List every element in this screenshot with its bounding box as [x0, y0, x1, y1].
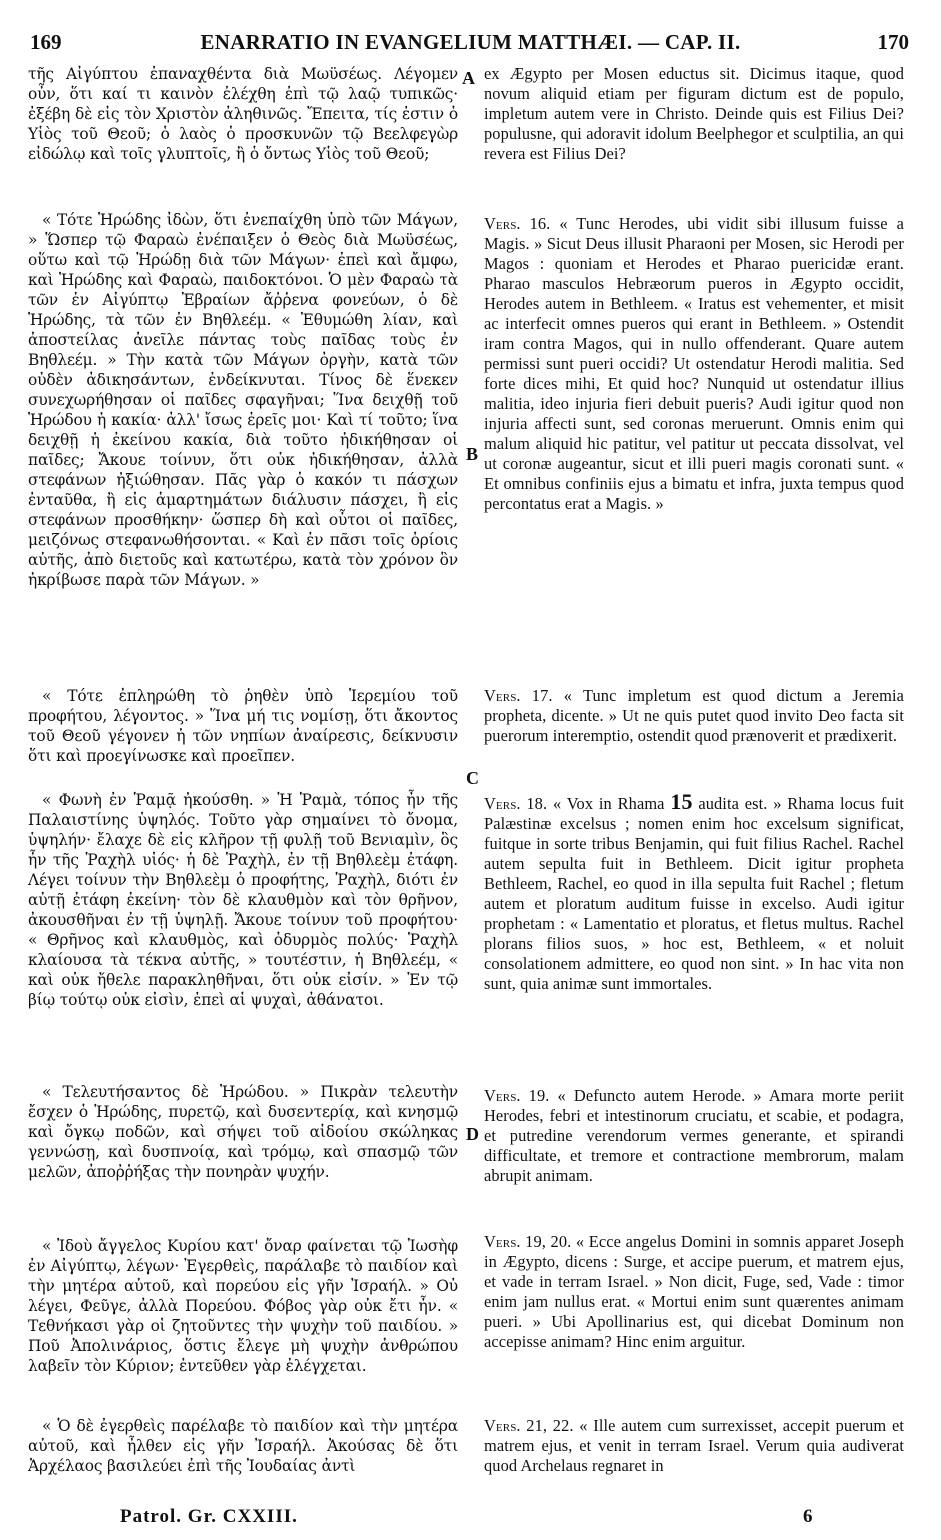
footer-signature: 6: [803, 1506, 813, 1527]
greek-paragraph: « Τελευτήσαντος δὲ Ἡρώδου. » Πικρὰν τελευτὴν ἔσχεν ὁ Ἡρώδης, πυρετῷ, καὶ δυσεντερίᾳ, καὶ κνησμῷ καὶ ὄγκῳ ποδῶν, καὶ σήψει τοῦ αἰδοίου σκώληκας γεννώσῃ, καὶ δυσπνοίᾳ, καὶ τρόμῳ, καὶ σπασμῷ τῶν μελῶν, ἀποῤῥήξας τὴν πονηρὰν ψυχήν.: [28, 1083, 458, 1181]
greek-paragraph: « Τότε ἐπληρώθη τὸ ῥηθὲν ὑπὸ Ἱερεμίου τοῦ προφήτου, λέγοντος. » Ἵνα μή τις νομίσῃ, ὅτι ἄκοντος τοῦ Θεοῦ γέγονεν ἡ τῶν νηπίων ἀναίρεσις, δείκνυσιν ὅτι καὶ προεγίνωσκε καὶ προεῖπεν.: [28, 687, 458, 765]
margin-marker-c: C: [466, 768, 479, 788]
latin-paragraph: [484, 1232, 904, 1352]
footer-source: Patrol. Gr. CXXIII.: [120, 1506, 298, 1527]
greek-paragraph: « Ἰδοὺ ἄγγελος Κυρίου κατ' ὄναρ φαίνεται τῷ Ἰωσὴφ ἐν Αἰγύπτῳ, λέγων· Ἐγερθεὶς, παράλαβε τὸ παιδίον καὶ τὴν μητέρα αὐτοῦ, καὶ πορεύου εἰς γῆν Ἰσραήλ. » Οὐ λέγει, Φεῦγε, ἀλλὰ Πορεύου. Φόβος γὰρ οὐκ ἔτι ἦν. « Τεθνήκασι γὰρ οἱ ζητοῦντες τὴν ψυχὴν τοῦ παιδίου. » Ποῦ Ἀπολινάριος, ὅστις ἔλεγε μὴ ψυχὴν ἀνθρώπου λαβεῖν τὸν Κύριον; ἐντεῦθεν γὰρ ἐλέγχεται.: [28, 1237, 458, 1375]
greek-paragraph: « Φωνὴ ἐν Ῥαμᾷ ἠκούσθη. » Ἡ Ῥαμὰ, τόπος ἦν τῆς Παλαιστίνης ὑψηλός. Τοῦτο γὰρ σημαίνει τὸ ὄνομα, ὑψηλήν· ἔλαχε δὲ εἰς κλῆρον τῇ φυλῇ τοῦ Βενιαμὶν, ὃς ἦν τῆς Ῥαχὴλ υἱός· ἡ δὲ Ῥαχὴλ, ἐν τῇ Βηθλεὲμ ἐτάφη. Λέγει τοίνυν τὴν Βηθλεὲμ ὁ προφήτης, Ῥαχὴλ, διότι ἐν αὐτῇ ἐτάφη ἐκείνη· τὸν δὲ κλαυθμὸν καὶ τὸν θρῆνον, ἀκουσθῆναι ἐν τῇ ὑψηλῇ. Ἄκουε τοίνυν τοῦ προφήτου· « Θρῆνος καὶ κλαυθμὸς, καὶ ὀδυρμὸς πολύς· Ῥαχὴλ κλαίουσα τὰ τέκνα αὐτῆς, » τουτέστιν, ἡ Βηθλεέμ, « καὶ οὐκ ἤθελε παρακληθῆναι, ὅτι οὐκ εἰσίν. » Ἐν τῷ βίῳ τούτῳ οὐκ εἰσὶν, ἐπεὶ αἱ ψυχαὶ, ἀθάνατοι.: [28, 791, 458, 1009]
latin-paragraph: [484, 686, 904, 746]
page-number-right: 170: [877, 30, 909, 54]
latin-paragraph: [484, 1416, 904, 1476]
latin-text: audita est. » Rhama locus fuit Palæstinæ excelsus ; nomen enim hoc excelsum significat, fuitque in sorte tribus Benjamin, qui fuit filius Rachel. Rachel autem sepulta fuit in Bethleem. Dicit igitur propheta Bethleem, Rachel, eo quod in illa sepulta fuit Rachel ; fletum autem et ploratum auditum fuisse in excelso. Audi igitur prophetam : « Lamentatio et ploratus, et fletus multus. Rachel plorans filios suos, » hoc est, Bethleem, « et noluit consolationem admittere, eo quod non sint. » In hac vita non sunt, quia animæ sunt immortales.: [484, 794, 905, 993]
verse-label: Vers. 17.: [484, 686, 553, 705]
verse-label: Vers. 19, 20.: [484, 1232, 572, 1251]
margin-marker-a: A: [462, 68, 475, 88]
latin-text: « Ecce angelus Domini in somnis apparet Joseph in Ægypto, dicens : Surge, et accipe puerum, et matrem ejus, et vade in terram Israel. » Non dicit, Fuge, sed, Vade : timor enim jam nullus erat. « Mortui enim sunt quærentes animam pueri. » Ubi Apollinarius est, qui dicebat Dominum non accepisse animam? Hinc enim arguitur.: [484, 1232, 905, 1351]
greek-paragraph: « Τότε Ἡρώδης ἰδὼν, ὅτι ἐνεπαίχθη ὑπὸ τῶν Μάγων, » Ὥσπερ τῷ Φαραὼ ἐνέπαιξεν ὁ Θεὸς διὰ Μωϋσέως, οὕτω καὶ τῷ Ἡρώδῃ διὰ τῶν Μάγων· ἐπεὶ καὶ ἄμφω, καὶ Ἡρώδης καὶ Φαραὼ, παιδοκτόνοι. Ὁ μὲν Φαραὼ τὰ τῶν ἐν Αἰγύπτῳ Ἑβραίων ἄῤῥενα φονεύων, ὁ δὲ Ἡρώδης, τὰ τῶν ἐν Βηθλεέμ. « Ἐθυμώθη λίαν, καὶ ἀποστείλας ἀνεῖλε πάντας τοὺς παῖδας τοὺς ἐν Βηθλεέμ. » Τὴν κατὰ τῶν Μάγων ὀργὴν, κατὰ τῶν οὐδὲν ἀδικησάντων, ἐνδείκνυται. Τίνος δὲ ἕνεκεν συνεχωρήθησαν οἱ παῖδες σφαγῆναι; Ἵνα δειχθῇ τοῦ Ἡρώδου ἡ κακία· ἀλλ' ἴσως ἐρεῖς μοι· Καὶ τί τοῦτο; ἵνα δειχθῇ ἡ ἐκείνου κακία, διὰ τοῦτο ἠδικήθησαν οἱ παῖδες; Ἄκουε τοίνυν, ὅτι οὐκ ἠδικήθησαν, ἀλλὰ στεφάνων ἠξιώθησαν. Πᾶς γὰρ ὁ κακόν τι πάσχων ἐνταῦθα, ἢ εἰς ἁμαρτημάτων διάλυσιν πάσχει, ἢ εἰς στεφάνων προσθήκην· ὥσπερ δὴ καὶ οὗτοι οἱ παῖδες, μειζόνως στεφανωθήσονται. « Καὶ ἐν πᾶσι τοῖς ὁρίοις αὐτῆς, ἀπὸ διετοῦς καὶ κατωτέρω, κατὰ τὸν χρόνον ὃν ἠκρίβωσε παρὰ τῶν Μάγων. »: [28, 211, 458, 589]
latin-text: « Tunc impletum est quod dictum a Jeremia propheta, dicente. » Ut ne quis putet quod invito Deo facta sit puerorum interemptio, ostendit quod prænoverit et prædixerit.: [484, 686, 904, 745]
greek-paragraph: τῆς Αἰγύπτου ἐπαναχθέντα διὰ Μωϋσέως. Λέγομεν οὖν, ὅτι καί τι καινὸν ἐλέχθη ἐπὶ τῷ λαῷ τυπικῶς· ἐξέβη δὲ εἰς τὸν Χριστὸν ἀληθινῶς. Ἔπειτα, τίς ἐστιν ὁ Υἱὸς τοῦ Θεοῦ; ὁ λαὸς ὁ προσκυνῶν τῷ Βεελφεγὼρ εἰδώλῳ καὶ τοῖς γλυπτοῖς, ἢ ὁ ὄντως Υἱὸς τοῦ Θεοῦ;: [28, 65, 458, 163]
verse-label: Vers. 18.: [484, 794, 548, 813]
column-number: 15: [670, 789, 693, 814]
latin-paragraph: [484, 1086, 904, 1186]
latin-text: « Ille autem cum surrexisset, accepit puerum et matrem ejus, et venit in terram Israel. Verum quia audiverat quod Archelaus regnaret in: [484, 1416, 904, 1475]
verse-label: Vers. 21, 22.: [484, 1416, 574, 1435]
latin-paragraph: [484, 64, 904, 164]
margin-marker-d: D: [466, 1124, 479, 1144]
verse-label: Vers. 19.: [484, 1086, 550, 1105]
page-number-left: 169: [30, 30, 62, 54]
latin-text: « Vox in Rhama: [552, 794, 665, 813]
latin-paragraph: [484, 214, 904, 514]
page-title: ENARRATIO IN EVANGELIUM MATTHÆI. — CAP. II.: [200, 30, 741, 54]
greek-paragraph: « Ὁ δὲ ἐγερθεὶς παρέλαβε τὸ παιδίον καὶ τὴν μητέρα αὐτοῦ, καὶ ἦλθεν εἰς γῆν Ἰσραήλ. Ἀκούσας δὲ ὅτι Ἀρχέλαος βασιλεύει ἐπὶ τῆς Ἰουδαίας ἀντὶ: [28, 1417, 458, 1475]
latin-paragraph: [484, 789, 905, 994]
latin-text: « Defuncto autem Herode. » Amara morte periit Herodes, febri et intestinorum cruciatu, et scabie, et podagra, et putredine verendorum vermes generante, et spirandi difficultate, et tremore et contractione membrorum, malam abrupit animam.: [484, 1086, 904, 1185]
latin-text: « Tunc Herodes, ubi vidit sibi illusum fuisse a Magis. » Sicut Deus illusit Pharaoni per Mosen, sic Herodi per Magos : quoniam et Herodes et Pharao puericidæ erant. Pharao masculos Hebræorum pueros in Ægypto occidit, Herodes autem in Bethleem. « Iratus est vehementer, et misit ac interfecit omnes pueros qui erant in Bethleem. » Ostendit iram contra Magos, qui in nullo offenderant. Quare autem permissi sunt pueri occidi? Ut ostendatur Herodi malitia. Sed forte dices mihi, Et quid hoc? Nunquid ut ostendatur illius malitia, ideo injuria fieri debuit pueris? Audi igitur quod non injuria affecti sunt, sed coronas meruerunt. Omnis enim qui malum aliquid hic patitur, vel patitur ut peccata dissolvat, vel ut coronæ augeantur, sicut et illi pueri magis coronati sunt. « Et omnibus confiniis ejus a bimatu et infra, juxta tempus quod percontatus erat a Magis. »: [484, 214, 904, 513]
running-header: [26, 30, 915, 60]
margin-marker-b: B: [466, 444, 479, 464]
latin-text: ex Ægypto per Mosen eductus sit. Dicimus itaque, quod novum aliquid etiam per figuram dictum est de populo, impletum autem vere in Christo. Deinde quis est Filius Dei? populusne, qui adoravit idolum Beelphegor et sculptilia, an qui revera est Filius Dei?: [484, 64, 904, 163]
verse-label: Vers. 16.: [484, 214, 551, 233]
